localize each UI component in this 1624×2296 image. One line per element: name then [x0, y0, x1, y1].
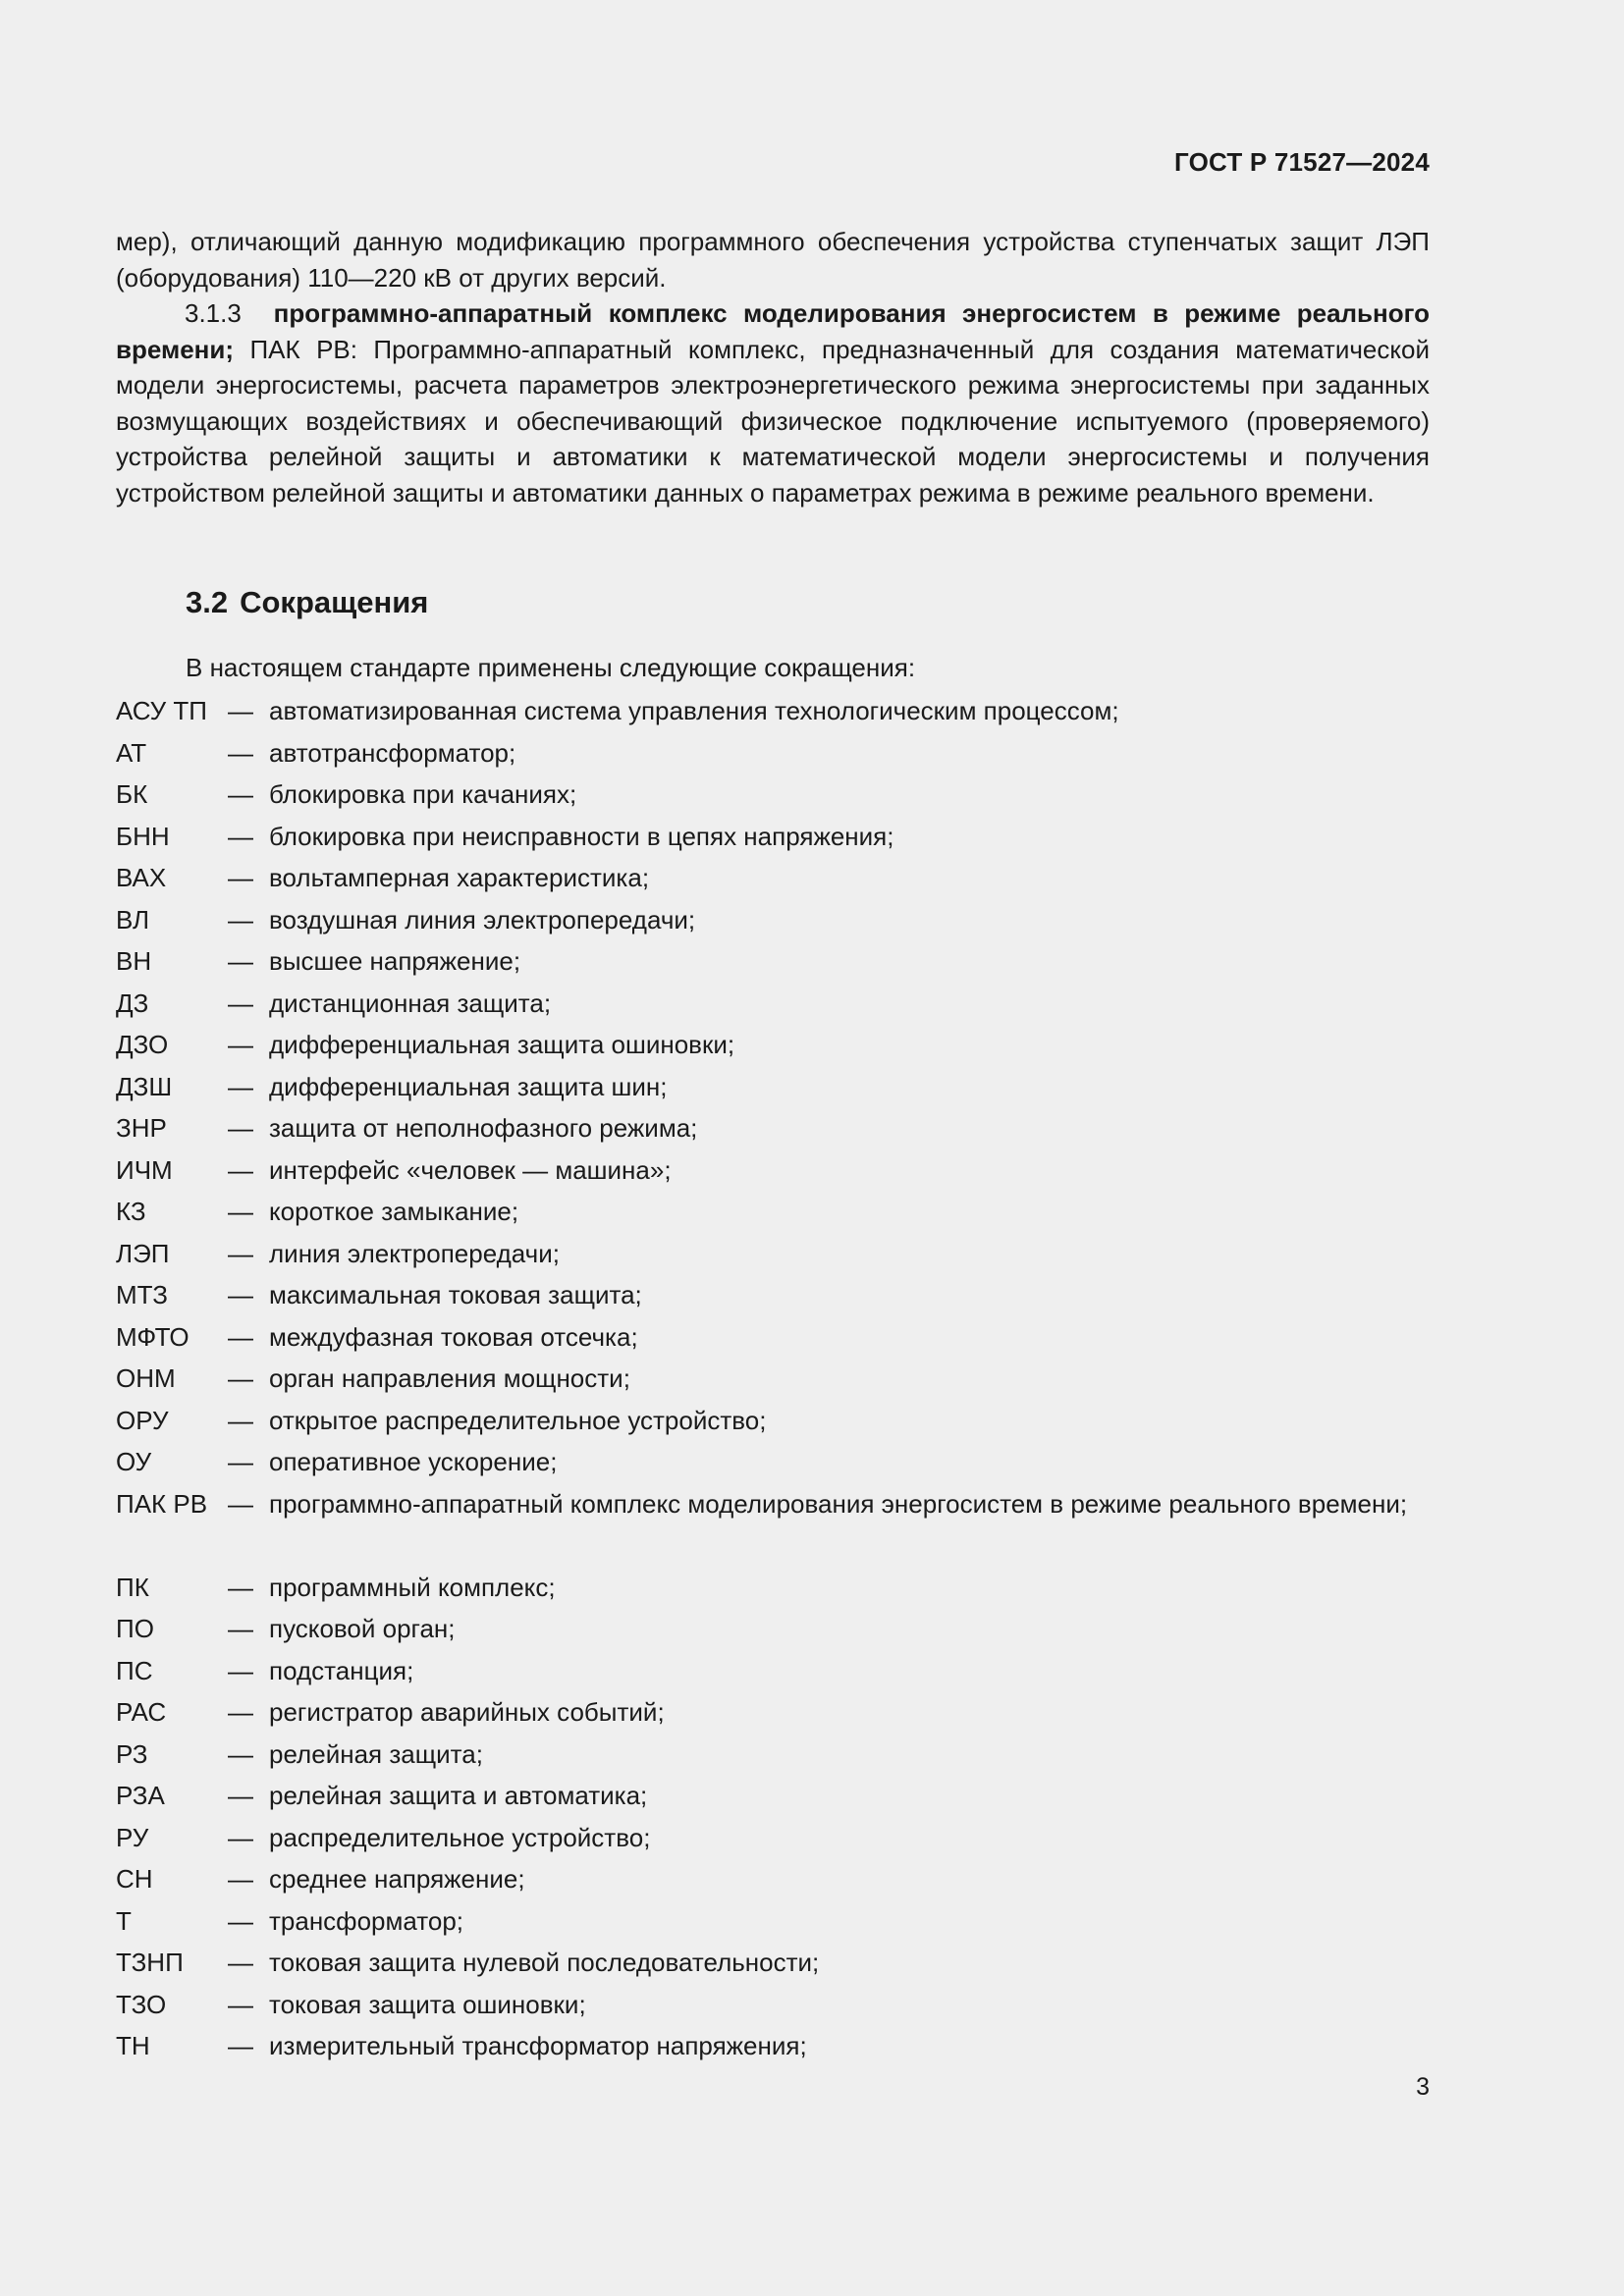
abbreviation-code: БК	[116, 779, 148, 809]
abbreviation-code: ВЛ	[116, 904, 150, 934]
abbreviation-dash: —	[228, 946, 253, 976]
abbreviation-list	[116, 693, 1430, 2070]
abbreviation-dash: —	[228, 1447, 253, 1476]
abbreviation-definition: дифференциальная защита шин;	[269, 1071, 668, 1101]
abbreviation-row	[116, 735, 1430, 777]
abbreviation-row	[116, 1403, 1430, 1445]
abbreviation-dash: —	[228, 1154, 253, 1185]
abbreviation-row	[116, 1736, 1430, 1779]
abbreviation-code: РЗА	[116, 1781, 165, 1810]
abbreviation-definition: блокировка при неисправности в цепях напряжения;	[269, 821, 894, 851]
abbreviation-definition: измерительный трансформатор напряжения;	[269, 2031, 807, 2060]
abbreviation-definition: автотрансформатор;	[269, 737, 516, 768]
section-title: Сокращения	[240, 585, 429, 619]
abbreviation-code: ОУ	[116, 1447, 152, 1476]
abbreviation-code: ДЗШ	[116, 1071, 173, 1101]
abbreviation-row	[116, 1152, 1430, 1195]
abbreviation-definition: среднее напряжение;	[269, 1864, 525, 1894]
abbreviation-code: ОНМ	[116, 1363, 176, 1393]
abbreviation-code: ВН	[116, 946, 152, 976]
abbreviation-code: ЛЭП	[116, 1238, 170, 1268]
abbreviation-definition: трансформатор;	[269, 1905, 464, 1936]
abbreviation-row	[116, 1444, 1430, 1486]
abbreviation-dash: —	[228, 1948, 253, 1977]
abbreviation-dash: —	[228, 1822, 253, 1852]
abbreviation-code: ЗНР	[116, 1113, 167, 1143]
abbreviation-dash: —	[228, 1405, 253, 1435]
definition-text: ПАК РВ: Программно-аппаратный комплекс, предназначенный для создания математической модели энергосистемы, расчета параметров электроэнергетического режима энергосистемы при заданных возмущающих воздействиях и обеспечивающий физическое подключение испытуемого (проверяемого) устройства релейной защиты и автоматики к математической модели энергосистемы и получения устройством релейной защиты и автоматики данных о параметрах режима в режиме реального времени.	[116, 334, 1430, 507]
abbreviation-definition: пусковой орган;	[269, 1614, 456, 1643]
abbreviation-definition: короткое замыкание;	[269, 1197, 519, 1226]
abbreviation-dash: —	[228, 1113, 253, 1143]
abbreviation-definition: воздушная линия электропередачи;	[269, 904, 696, 934]
abbreviation-dash: —	[228, 1071, 253, 1101]
document-id-header: ГОСТ Р 71527—2024	[1174, 147, 1430, 177]
abbreviation-row	[116, 1277, 1430, 1319]
abbreviation-dash: —	[228, 1280, 253, 1309]
page-number: 3	[1416, 2073, 1430, 2101]
abbreviation-row	[116, 819, 1430, 861]
abbreviation-row	[116, 1861, 1430, 1903]
section-number: 3.2	[186, 585, 229, 619]
abbreviation-dash: —	[228, 821, 253, 851]
abbreviation-definition: автоматизированная система управления технологическим процессом;	[269, 696, 1119, 725]
abbreviation-row	[116, 776, 1430, 819]
section-intro: В настоящем стандарте применены следующие сокращения:	[186, 653, 916, 682]
abbreviation-definition: подстанция;	[269, 1655, 414, 1685]
abbreviation-code: МТЗ	[116, 1280, 168, 1309]
abbreviation-dash: —	[228, 2031, 253, 2060]
abbreviation-definition: защита от неполнофазного режима;	[269, 1113, 698, 1143]
abbreviation-row	[116, 943, 1430, 986]
abbreviation-code: Т	[116, 1905, 132, 1936]
abbreviation-definition: дистанционная защита;	[269, 988, 552, 1018]
abbreviation-row	[116, 1361, 1430, 1403]
abbreviation-row	[116, 1653, 1430, 1695]
abbreviation-code: ВАХ	[116, 863, 167, 892]
definition-term: программно-аппаратный комплекс моделирования энергосистем в режиме реального времени;	[116, 298, 1430, 364]
abbreviation-code: АСУ ТП	[116, 696, 207, 725]
abbreviation-row	[116, 693, 1430, 735]
definition-number: 3.1.3	[185, 298, 242, 328]
abbreviation-code: РУ	[116, 1822, 149, 1852]
abbreviation-definition: открытое распределительное устройство;	[269, 1405, 767, 1435]
abbreviation-dash: —	[228, 1363, 253, 1393]
abbreviation-definition: вольтамперная характеристика;	[269, 863, 650, 892]
abbreviation-row	[116, 1486, 1430, 1570]
abbreviation-row	[116, 1778, 1430, 1820]
abbreviation-dash: —	[228, 988, 253, 1018]
abbreviation-definition: оперативное ускорение;	[269, 1447, 558, 1476]
abbreviation-definition: релейная защита и автоматика;	[269, 1781, 648, 1810]
abbreviation-definition: высшее напряжение;	[269, 946, 521, 976]
abbreviation-code: ПАК РВ	[116, 1488, 208, 1519]
abbreviation-definition: распределительное устройство;	[269, 1822, 651, 1852]
abbreviation-dash: —	[228, 1697, 253, 1727]
abbreviation-dash: —	[228, 863, 253, 892]
abbreviation-row	[116, 1069, 1430, 1111]
abbreviation-dash: —	[228, 1030, 253, 1059]
abbreviation-row	[116, 1903, 1430, 1946]
abbreviation-code: КЗ	[116, 1197, 146, 1226]
abbreviation-code: ПК	[116, 1572, 149, 1602]
abbreviation-dash: —	[228, 779, 253, 809]
abbreviation-code: ТН	[116, 2031, 150, 2060]
abbreviation-code: ТЗНП	[116, 1948, 184, 1977]
abbreviation-code: ПО	[116, 1614, 154, 1643]
abbreviation-definition: токовая защита ошиновки;	[269, 1989, 586, 2019]
abbreviation-row	[116, 1194, 1430, 1236]
abbreviation-dash: —	[228, 1238, 253, 1268]
abbreviation-definition: блокировка при качаниях;	[269, 779, 577, 809]
abbreviation-row	[116, 2028, 1430, 2070]
abbreviation-code: ОРУ	[116, 1405, 169, 1435]
abbreviation-definition: орган направления мощности;	[269, 1363, 630, 1393]
abbreviation-code: ДЗО	[116, 1030, 169, 1059]
abbreviation-dash: —	[228, 737, 253, 768]
abbreviation-code: РЗ	[116, 1738, 148, 1769]
abbreviation-row	[116, 860, 1430, 902]
abbreviation-dash: —	[228, 1321, 253, 1352]
abbreviation-definition: максимальная токовая защита;	[269, 1280, 642, 1309]
abbreviation-row	[116, 1820, 1430, 1862]
abbreviation-dash: —	[228, 1738, 253, 1769]
abbreviation-dash: —	[228, 1655, 253, 1685]
abbreviation-code: ТЗО	[116, 1989, 167, 2019]
abbreviation-dash: —	[228, 1864, 253, 1894]
abbreviation-definition: релейная защита;	[269, 1738, 483, 1769]
abbreviation-row	[116, 1570, 1430, 1612]
section-heading	[186, 585, 428, 620]
abbreviation-row	[116, 1027, 1430, 1069]
abbreviation-dash: —	[228, 696, 253, 725]
abbreviation-definition: интерфейс «человек — машина»;	[269, 1154, 672, 1185]
abbreviation-definition: линия электропередачи;	[269, 1238, 560, 1268]
abbreviation-dash: —	[228, 1488, 253, 1519]
definition-paragraph	[116, 295, 1430, 510]
abbreviation-row	[116, 1110, 1430, 1152]
abbreviation-dash: —	[228, 1614, 253, 1643]
abbreviation-definition: дифференциальная защита ошиновки;	[269, 1030, 735, 1059]
abbreviation-row	[116, 1236, 1430, 1278]
abbreviation-dash: —	[228, 904, 253, 934]
abbreviation-code: СН	[116, 1864, 153, 1894]
abbreviation-definition: токовая защита нулевой последовательности;	[269, 1948, 820, 1977]
abbreviation-code: АТ	[116, 737, 147, 768]
abbreviation-row	[116, 1319, 1430, 1362]
abbreviation-code: ДЗ	[116, 988, 149, 1018]
abbreviation-row	[116, 1694, 1430, 1736]
abbreviation-code: ПС	[116, 1655, 153, 1685]
abbreviation-row	[116, 902, 1430, 944]
abbreviation-row	[116, 1987, 1430, 2029]
continuation-paragraph: мер), отличающий данную модификацию программного обеспечения устройства ступенчатых защит ЛЭП (оборудования) 110—220 кВ от других версий.	[116, 227, 1430, 293]
abbreviation-dash: —	[228, 1781, 253, 1810]
abbreviation-row	[116, 986, 1430, 1028]
abbreviation-code: БНН	[116, 821, 170, 851]
abbreviation-code: РАС	[116, 1697, 167, 1727]
abbreviation-definition: междуфазная токовая отсечка;	[269, 1321, 638, 1352]
abbreviation-row	[116, 1611, 1430, 1653]
abbreviation-dash: —	[228, 1989, 253, 2019]
abbreviation-definition: программно-аппаратный комплекс моделирования энергосистем в режиме реального времени;	[269, 1488, 1408, 1519]
abbreviation-code: МФТО	[116, 1321, 189, 1352]
abbreviation-code: ИЧМ	[116, 1154, 173, 1185]
abbreviation-dash: —	[228, 1197, 253, 1226]
abbreviation-dash: —	[228, 1905, 253, 1936]
abbreviation-dash: —	[228, 1572, 253, 1602]
abbreviation-row	[116, 1945, 1430, 1987]
abbreviation-definition: программный комплекс;	[269, 1572, 556, 1602]
abbreviation-definition: регистратор аварийных событий;	[269, 1697, 665, 1727]
